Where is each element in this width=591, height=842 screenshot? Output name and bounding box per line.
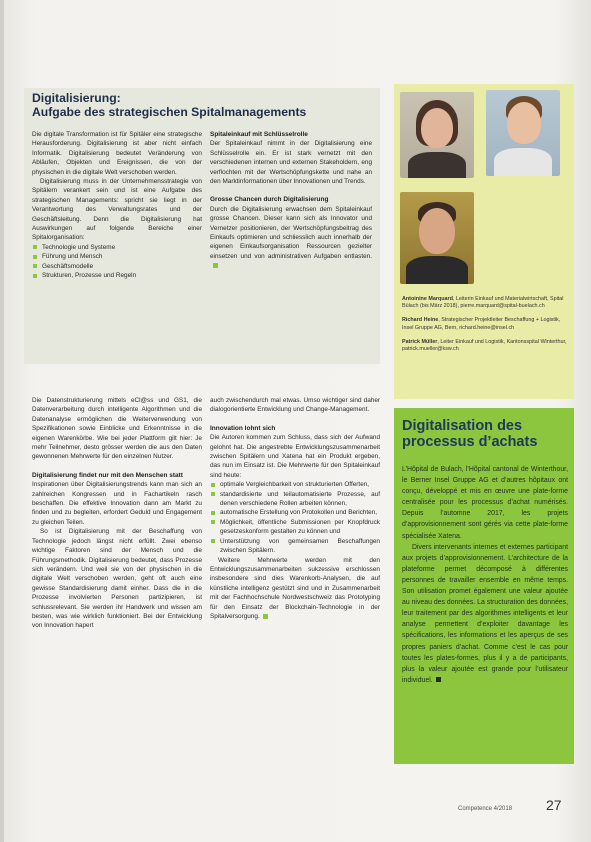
author-name: Antoinine Marquard <box>402 296 453 302</box>
info-box-title-line1: Digitalisierung: <box>32 91 121 105</box>
paragraph: auch zwischendurch mal etwas. Umso wichtiger sind daher dialogorientierte Entwicklung und Change-Management. <box>210 397 380 414</box>
french-title-line1: Digitalisation des <box>402 418 523 434</box>
info-box-right-column <box>210 130 372 271</box>
list-item: Möglichkeit, öffentliche Submissionen per Knopfdruck gesetzeskonform gestalten zu können und <box>210 518 380 537</box>
paragraph: L’Hôpital de Bulach, l’Hôpital cantonal de Winterthour, le Berner Insel Gruppe AG et d’autres hôpitaux ont conçu, développé et mis en œuvre une plate-forme centralisée pour les processus d’achat numérisés. Depuis l’automne 2017, les projets d’approvisionnement sont gérés via cette plate-forme spécialisée Xatena. <box>402 466 568 540</box>
author-bio <box>402 317 570 331</box>
list-item: Strukturen, Prozesse und Regeln <box>32 271 202 280</box>
end-mark-icon <box>213 263 218 268</box>
french-summary-title <box>402 418 570 450</box>
paragraph: Die Autoren kommen zum Schluss, dass sich der Aufwand gelohnt hat. Die angestrebte Entwicklungszusammenarbeit zwischen Spitälern und Xatena hat ein Produkt ergeben, das nun im Einsatz ist. Die Mehrwerte für den Spitaleinkauf sind heute: <box>210 434 380 479</box>
french-summary-text <box>402 464 568 686</box>
list-item: standardisierte und teilautomatisierte Prozesse, auf denen verschiedene Rollen arbeiten können, <box>210 490 380 509</box>
bullet-list <box>210 480 380 555</box>
paragraph <box>402 542 568 686</box>
list-item: optimale Vergleichbarkeit von strukturierten Offerten, <box>210 480 380 489</box>
info-box-left-column <box>32 130 202 281</box>
paragraph <box>210 205 372 271</box>
author-name: Patrick Müller <box>402 338 438 345</box>
paragraph-text: Weitere Mehrwerte werden mit den Entwicklungszusammenarbeiten sukzessive erschlossen insbesondere sind dies Warenkorb-Analysen, die auf künstliche intelligenz gestützt sind und in Zusammenarbeit mit der Fachhochschule Nordwestschweiz das Prototyping für den Einsatz der Blockchain-Technologie in der Spitalversorgung. <box>210 556 380 620</box>
list-item: Unterstützung von gemeinsamen Beschaffungen zwischen Spitälern. <box>210 537 380 556</box>
paragraph-text: Divers intervenants internes et externes participant aux projets d’approvisionnement. L’architecture de la plateforme permet décomposé à différentes personnes de travailler ensemble en même temps. Son utilisation promet également une valeur ajoutée au niveau des données. La structuration des données, leur traitement par des algorithmes intelligents et leur analyse permettent d’exploiter davantage les spécifications, les informations et les aperçus de ses propres paniers d’achat. Comme c’est le cas pour toutes les plates-formes, plus il y a de participants, plus la valeur ajoutée est grande pour l’utilisateur individuel. <box>402 543 568 684</box>
page-number: 27 <box>546 797 562 813</box>
end-mark-icon <box>436 677 441 682</box>
author-photo-2 <box>486 90 560 176</box>
subheading: Spitaleinkauf mit Schlüsselrolle <box>210 131 308 138</box>
french-title-line2: processus d’achats <box>402 434 538 450</box>
author-bio <box>402 296 570 310</box>
author-bio <box>402 339 570 353</box>
end-mark-icon <box>263 614 268 619</box>
paragraph: Der Spitaleinkauf nimmt in der Digitalisierung eine Schlüsselrolle ein. Er ist stark vernetzt mit den verschiedenen internen und externen Stakeholdern, eng verflochten mit der Wertschöpfungskette und nahe an den Marktinformationen über Innovationen und Trends. <box>210 140 372 186</box>
paragraph <box>210 556 380 622</box>
author-name: Richard Heine <box>402 317 439 324</box>
author-details: , Strategischer Projektleiter Beschaffung + Logistik, Insel Gruppe AG, Bern, richard.heine@insel.ch <box>402 317 561 331</box>
list-item: automatische Erstellung von Protokollen und Berichten, <box>210 508 380 517</box>
info-box-title <box>32 92 372 119</box>
subheading: Innovation lohnt sich <box>210 424 276 432</box>
paragraph: Die Datenstrukturierung mittels eCl@ss und GS1, die Datenverarbeitung durch intelligente Algorithmen und die Datenanalyse ermöglichen die Weiterverwendung von Spezifikationen sowie Einblicke und Erkenntnisse in die eigenen Warenkörbe. Wie bei jeder Plattform gilt hier: Je mehr Teilnehmer, desto grösser werden die aus den Daten gewonnenen Mehrwerte für den einzelnen Nutzer. <box>32 397 202 461</box>
list-item: Geschäftsmodelle <box>32 262 202 271</box>
bullet-list <box>32 243 202 281</box>
author-bios <box>402 296 570 360</box>
subheading: Grosse Chancen durch Digitalisierung <box>210 196 329 204</box>
author-photo-3 <box>400 192 474 284</box>
author-details: , Leiter Einkauf und Logistik, Kantonsspital Winterthur, patrick.mueller@ksw.ch <box>402 338 567 353</box>
article-column-2 <box>210 396 380 621</box>
paragraph-text: Durch die Digitalisierung erwachsen dem Spitaleinkauf grosse Chancen. Dieser kann sich als Innovator und Vernetzer positionieren, der Wertschöpfungsbeitrag des Einkaufs optimieren und schliesslich auch innerhalb der eigenen Einkaufsorganisation Ressourcen gezielter einsetzen und von administrativen Aufgaben entlasten. <box>210 205 372 260</box>
info-box-title-line2: Aufgabe des strategischen Spitalmanagements <box>32 104 307 119</box>
list-item: Technologie und Systeme <box>32 243 202 252</box>
author-photo-1 <box>400 92 474 178</box>
page-spine-shadow <box>0 0 4 842</box>
magazine-name: Competence 4/2018 <box>458 806 513 812</box>
paragraph: Digitalisierung muss in der Unternehmensstrategie von Spitälern verankert sein und ist eine Aufgabe des strategischen Managements: spricht sie liegt in der Verantwortung des Verwaltungsrates und der Geschäftsleitung. Denn die Digitalisierung hat Auswirkungen auf folgende Bereiche einer Spitalorganisation: <box>32 178 202 242</box>
paragraph: Inspirationen über Digitalisierungstrends kann man sich an zahlreichen Kongressen und in Fachartikeln rasch beschaffen. Die effektive Innovation dann am Markt zu finden und zu begleiten, erfordert Geduld und Engagement zu gleichen Teilen. <box>32 481 202 526</box>
subheading: Digitalisierung findet nur mit den Menschen statt <box>32 471 183 479</box>
paragraph: So ist Digitalisierung mit der Beschaffung von Technologie jedoch längst nicht erfüllt. Zwei ebenso wichtige Faktoren sind der Mensch und die Führungsmethodik. Digitalisierung bedeutet, dass Prozesse sich verändern. Und weil sie von der physischen in die digitale Welt verschoben werden, geht oft auch eine gewisse Standardisierung damit einher. Dass die in die Prozesse involvierten Personen partizipieren, ist schlussrelevant. Sie werden ihr Handwerk und wissen am besten, was wie wirklich funktioniert. Bei der Entwicklung von Innovation hapert <box>32 528 202 630</box>
list-item: Führung und Mensch <box>32 252 202 261</box>
article-column-1 <box>32 396 202 631</box>
author-details: , Leiterin Einkauf und Materialwirtschaft, Spital Bülach (bis März 2018), pierre.marquard@spital-buelach.ch <box>402 296 564 310</box>
paragraph: Die digitale Transformation ist für Spitäler eine strategische Herausforderung. Digitalisierung ist aber nicht einfach Informatik. Digitalisierung bedeutet Veränderung von Abläufen, Objekten und Ereignissen, die von der physischen in die digitale Welt verschoben werden. <box>32 131 202 176</box>
